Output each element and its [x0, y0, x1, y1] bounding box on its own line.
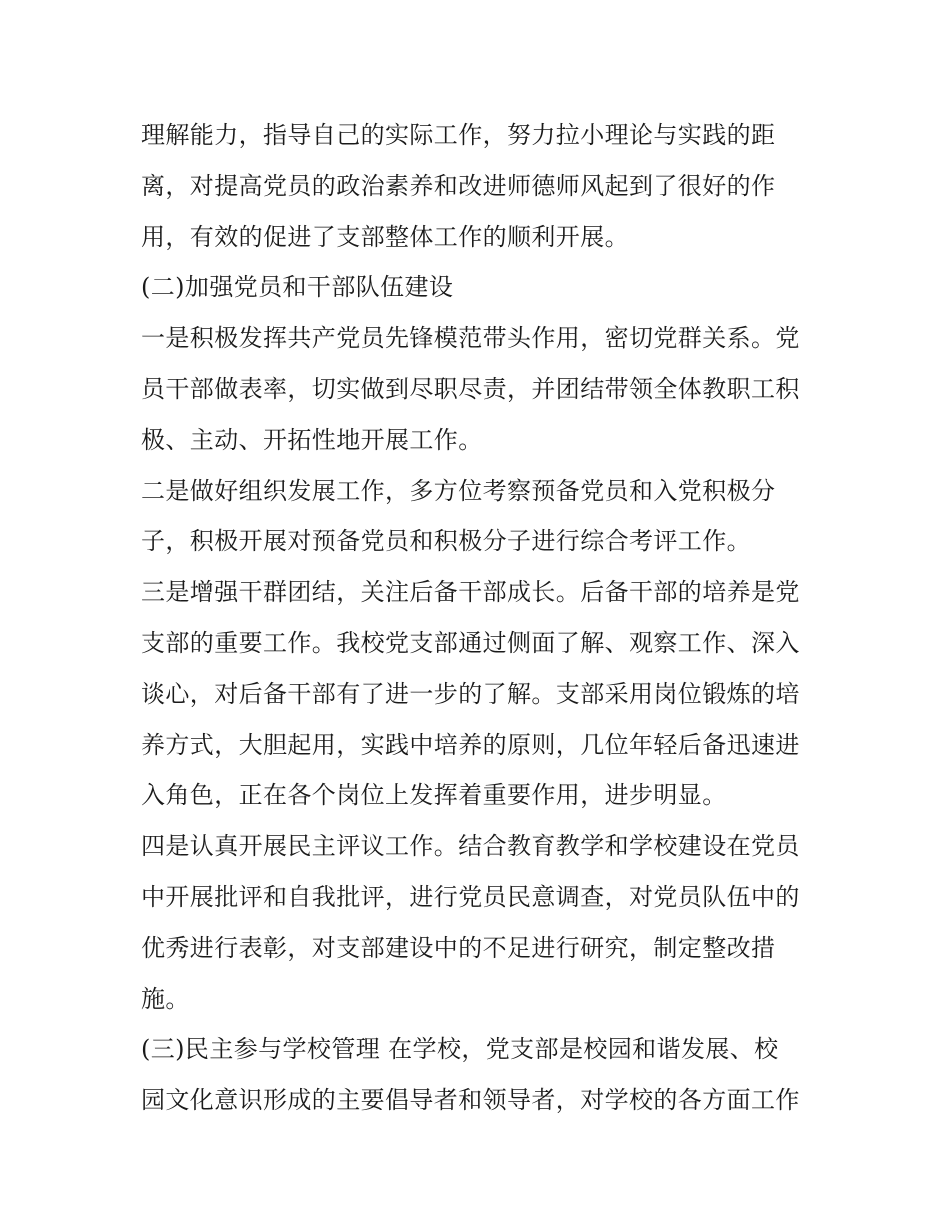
text-line: 支部的重要工作。我校党支部通过侧面了解、观察工作、深入: [141, 628, 800, 657]
text-line: 离，对提高党员的政治素养和改进师德师风起到了很好的作: [141, 171, 776, 200]
text-line: 用，有效的促进了支部整体工作的顺利开展。: [141, 222, 629, 251]
text-line: 施。: [141, 984, 190, 1013]
text-line: 四是认真开展民主评议工作。结合教育教学和学校建设在党员: [141, 832, 800, 861]
text-line: 养方式，大胆起用，实践中培养的原则，几位年轻后备迅速进: [141, 730, 800, 759]
body-text: [141, 110, 813, 1126]
text-line: 三是增强干群团结，关注后备干部成长。后备干部的培养是党: [141, 578, 800, 607]
text-line: 入角色，正在各个岗位上发挥着重要作用，进步明显。: [141, 781, 727, 810]
text-line: 园文化意识形成的主要倡导者和领导者，对学校的各方面工作: [141, 1086, 800, 1115]
text-line: 二是做好组织发展工作，多方位考察预备党员和入党积极分: [141, 476, 776, 505]
text-line: 中开展批评和自我批评，进行党员民意调查，对党员队伍中的: [141, 882, 800, 911]
text-line: 谈心，对后备干部有了进一步的了解。支部采用岗位锻炼的培: [141, 679, 800, 708]
section-heading: (三)民主参与学校管理 在学校，党支部是校园和谐发展、校: [141, 1035, 779, 1064]
text-line: 理解能力，指导自己的实际工作，努力拉小理论与实践的距: [141, 121, 776, 149]
text-line: 一是积极发挥共产党员先锋模范带头作用，密切党群关系。党: [141, 324, 800, 353]
text-line: 子，积极开展对预备党员和积极分子进行综合考评工作。: [141, 527, 751, 556]
text-line: 员干部做表率，切实做到尽职尽责，并团结带领全体教职工积: [141, 374, 800, 403]
text-line: 极、主动、开拓性地开展工作。: [141, 425, 483, 454]
text-line: 优秀进行表彰，对支部建设中的不足进行研究，制定整改措: [141, 933, 776, 962]
section-heading: (二)加强党员和干部队伍建设: [141, 273, 454, 302]
